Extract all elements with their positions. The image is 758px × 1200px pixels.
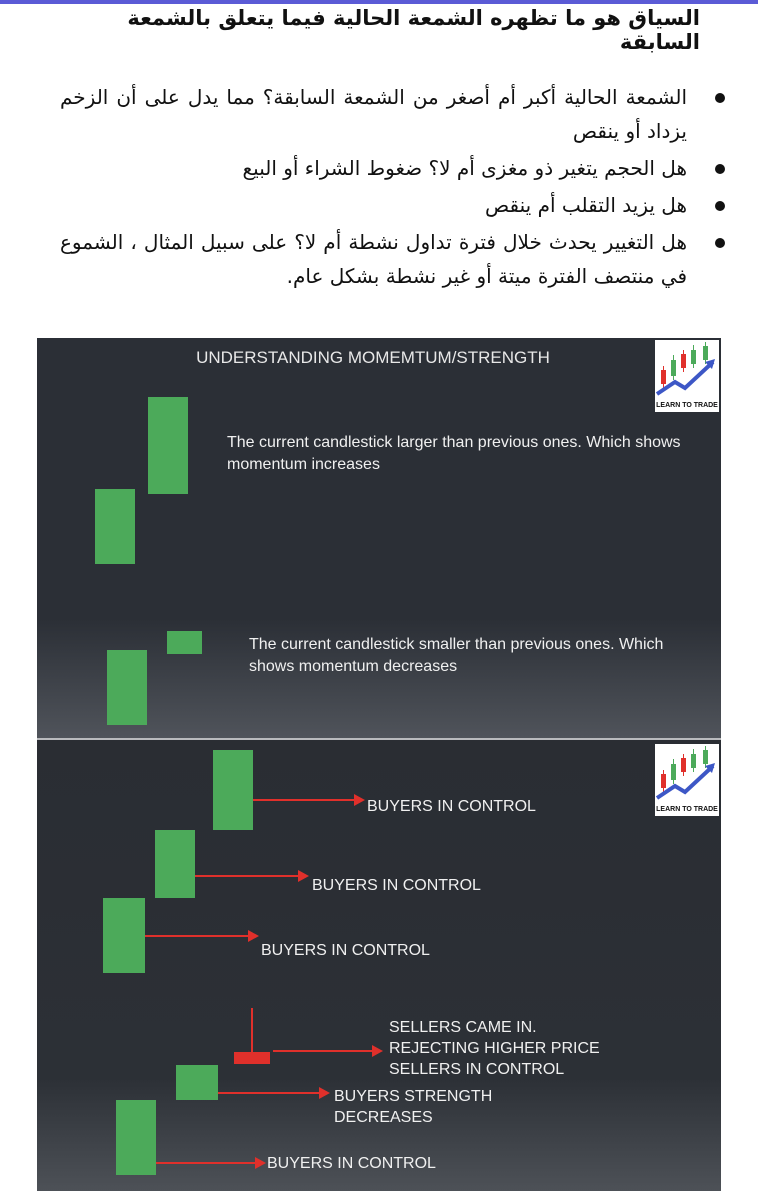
label-buyers-strength: BUYERS STRENGTH <box>334 1088 493 1105</box>
bullet-item: هل التغيير يحدث خلال فترة تداول نشطة أم لا؟ على سبيل المثال ، الشموع في منتصف الفترة ميتة أو غير نشطة بشكل عام. <box>60 225 725 293</box>
label-buyers-in-control: BUYERS IN CONTROL <box>267 1155 436 1172</box>
label-rejecting-higher-price: REJECTING HIGHER PRICE <box>389 1040 600 1057</box>
label-buyers-in-control: BUYERS IN CONTROL <box>261 942 430 959</box>
arrow-right-icon <box>218 1092 320 1094</box>
bullet-item: هل الحجم يتغير ذو مغزى أم لا؟ ضغوط الشراء أو البيع <box>60 151 725 185</box>
candle-wick <box>251 1008 253 1054</box>
logo-caption: LEARN TO TRADE <box>656 806 718 813</box>
note-momentum-increase: The current candlestick larger than previous ones. Which shows momentum increases <box>227 434 681 473</box>
candle-buyers <box>213 750 253 830</box>
candle-buyers-weakening <box>176 1065 218 1100</box>
note-momentum-decrease: The current candlestick smaller than previous ones. Which shows momentum decreases <box>249 636 664 675</box>
candle-buyers <box>155 830 195 898</box>
page-title: السياق هو ما تظهره الشمعة الحالية فيما يتعلق بالشمعة السابقة <box>127 6 700 54</box>
buyers-sellers-slide-image <box>37 740 721 1191</box>
label-sellers-came-in: SELLERS CAME IN. <box>389 1019 537 1036</box>
candle-current-small <box>167 631 202 654</box>
top-accent-bar <box>0 0 758 4</box>
slide-title: UNDERSTANDING MOMEMTUM/STRENGTH <box>196 348 550 367</box>
learn-to-trade-logo <box>655 744 719 816</box>
label-decreases: DECREASES <box>334 1109 433 1126</box>
label-buyers-in-control: BUYERS IN CONTROL <box>367 798 536 815</box>
bullet-item: هل يزيد التقلب أم ينقص <box>60 188 725 222</box>
bullet-item: الشمعة الحالية أكبر أم أصغر من الشمعة السابقة؟ مما يدل على أن الزخم يزداد أو ينقص <box>60 80 725 148</box>
candle-buyers <box>116 1100 156 1175</box>
candle-current-large <box>148 397 188 494</box>
candle-buyers <box>103 898 145 973</box>
arrow-right-icon <box>195 875 299 877</box>
candle-sellers-rejection <box>234 1052 270 1064</box>
arrow-right-icon <box>253 799 355 801</box>
candle-previous <box>107 650 147 725</box>
label-sellers-in-control: SELLERS IN CONTROL <box>389 1061 565 1078</box>
arrow-right-icon <box>145 935 249 937</box>
bullet-list <box>60 80 725 296</box>
logo-chart-icon <box>655 340 719 398</box>
label-buyers-in-control: BUYERS IN CONTROL <box>312 877 481 894</box>
arrow-right-icon <box>156 1162 256 1164</box>
momentum-slide-image <box>37 338 721 740</box>
candle-previous <box>95 489 135 564</box>
learn-to-trade-logo <box>655 340 719 412</box>
arrow-right-icon <box>273 1050 373 1052</box>
logo-caption: LEARN TO TRADE <box>656 402 718 409</box>
logo-chart-icon <box>655 744 719 802</box>
